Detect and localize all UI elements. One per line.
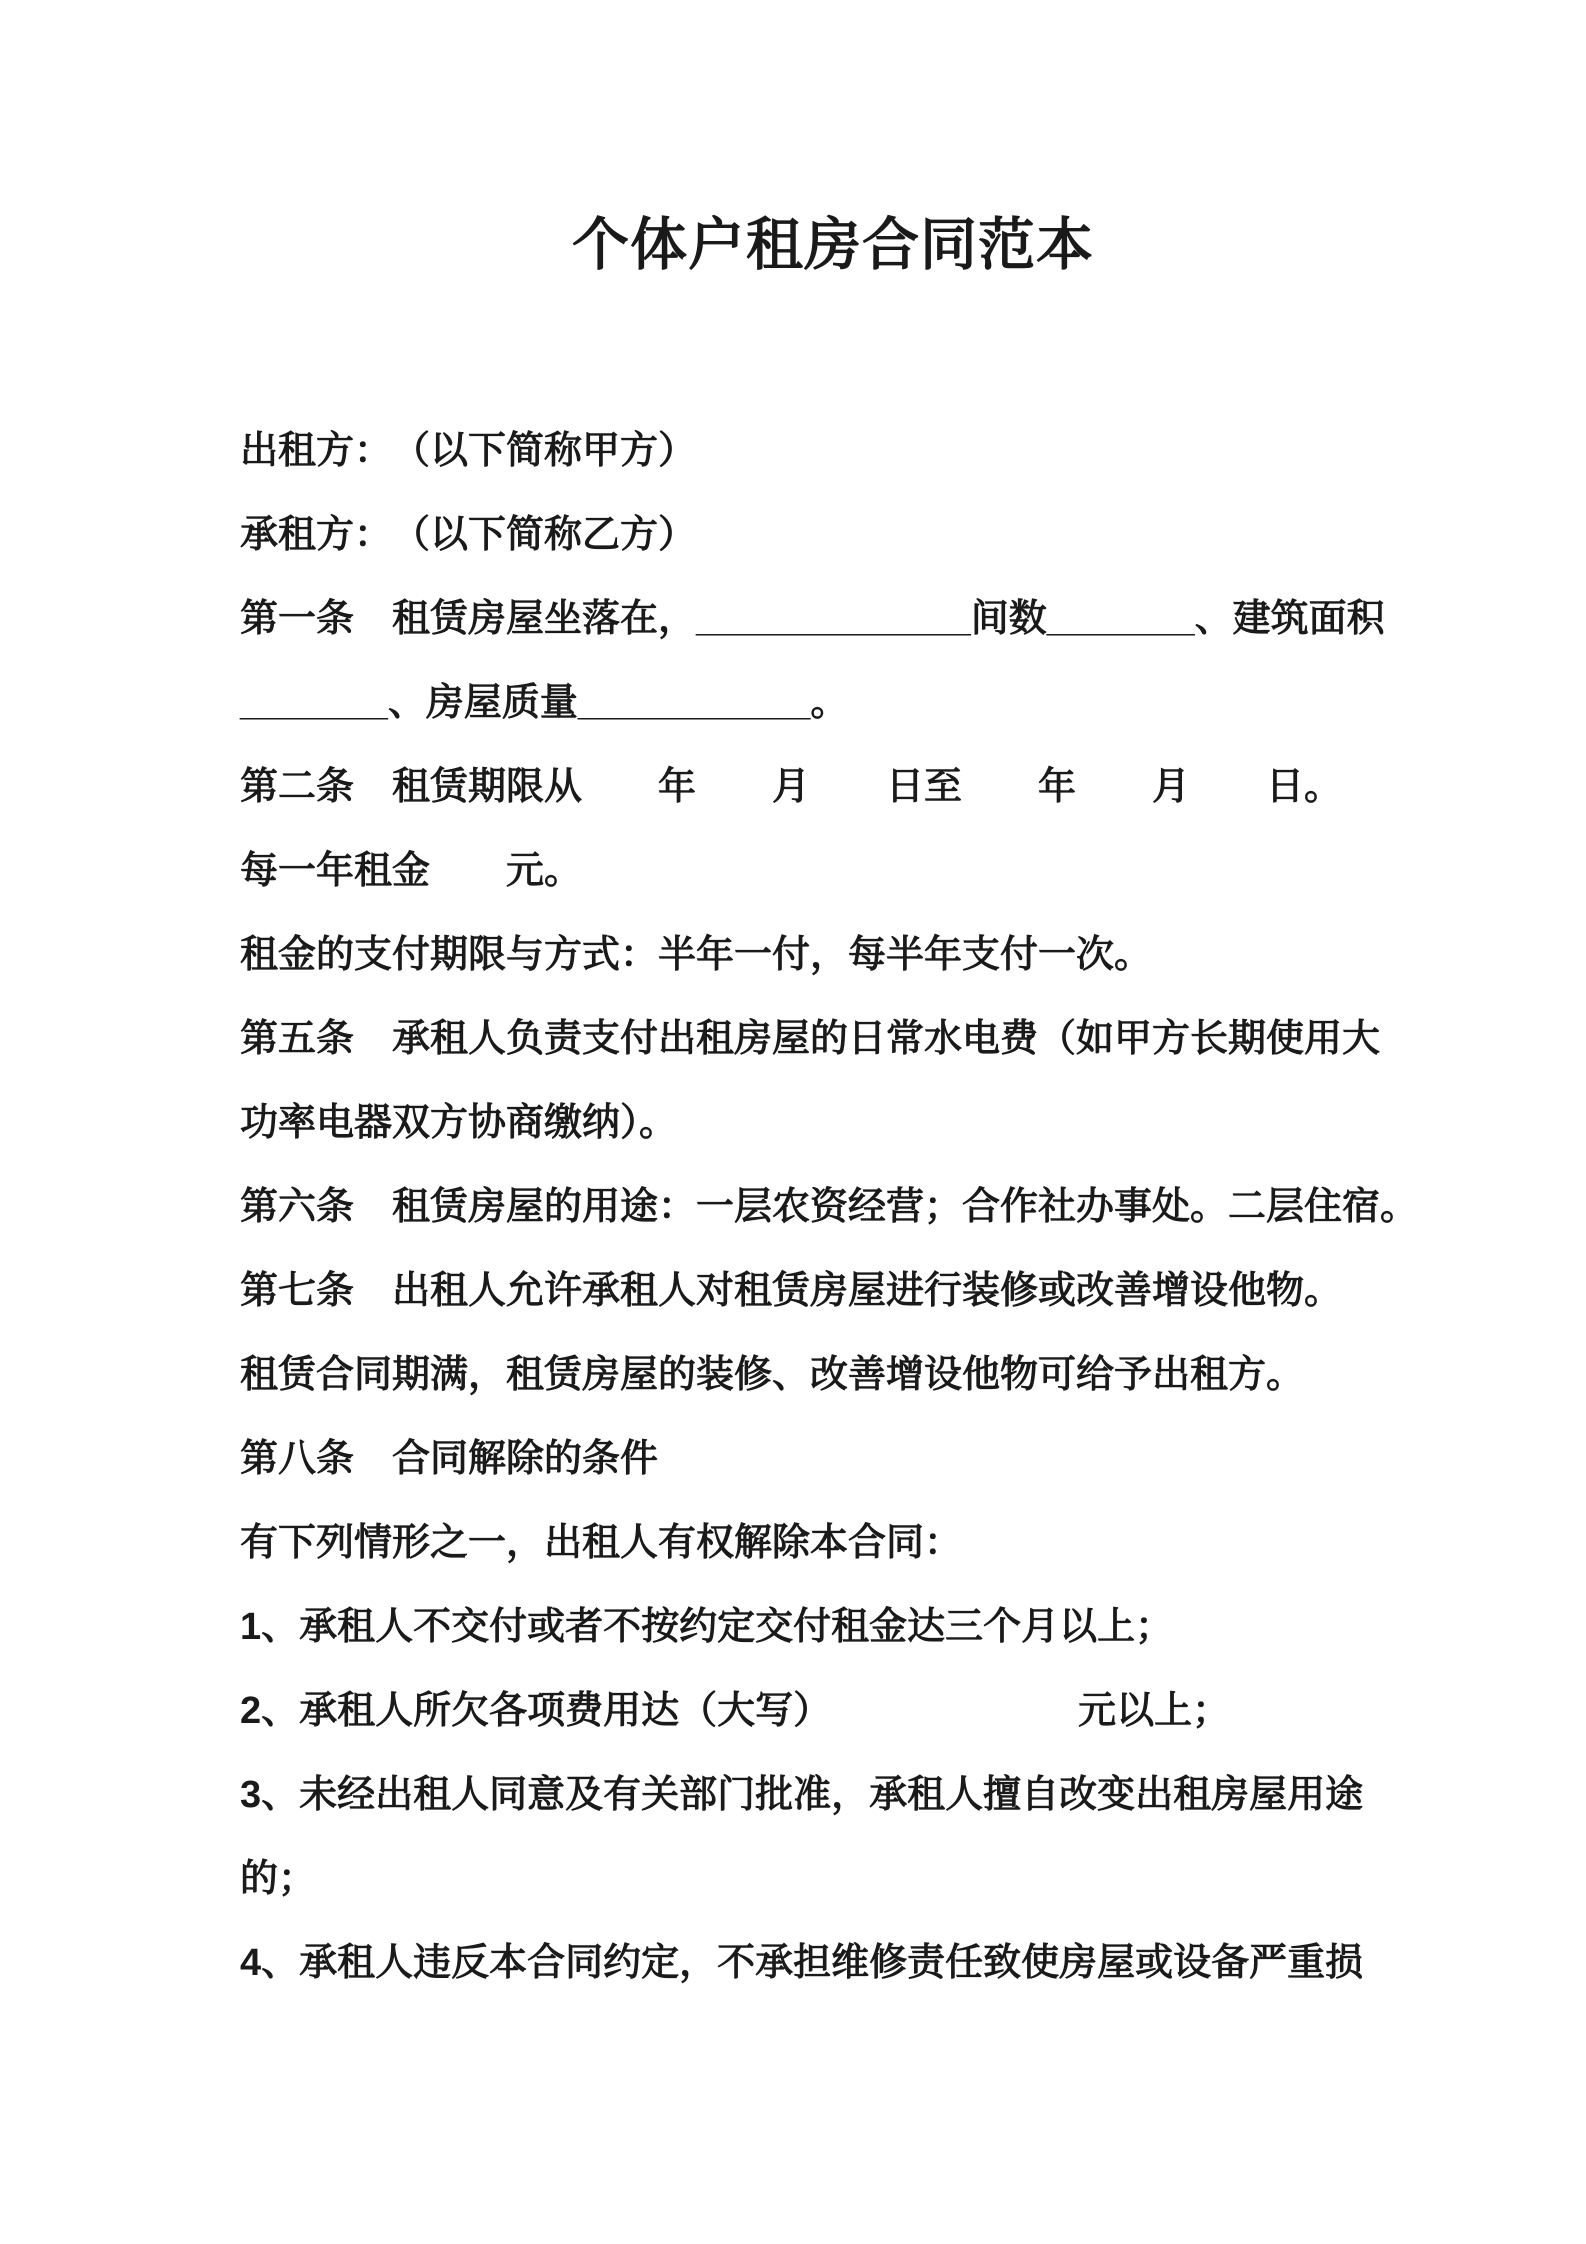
document-line: 第七条 出租人允许承租人对租赁房屋进行装修或改善增设他物。: [240, 1270, 1343, 1312]
document-line: 2、承租人所欠各项费用达（大写） 元以上；: [240, 1690, 1231, 1732]
document-line: 4、承租人违反本合同约定，不承担维修责任致使房屋或设备严重损: [240, 1942, 1364, 1984]
document-line: 1、承租人不交付或者不按约定交付租金达三个月以上；: [240, 1606, 1174, 1648]
document-line: 第二条 租赁期限从 年 月 日至 年 月 日。: [240, 766, 1343, 808]
document-line: 第一条 租赁房屋坐落在，_____________间数_______、建筑面积: [240, 598, 1385, 640]
document-line: 有下列情形之一，出租人有权解除本合同：: [240, 1522, 963, 1564]
document-line: 3、未经出租人同意及有关部门批准，承租人擅自改变出租房屋用途: [240, 1774, 1364, 1816]
document-line: 功率电器双方协商缴纳）。: [240, 1102, 678, 1144]
document-line: 第八条 合同解除的条件: [240, 1438, 659, 1480]
document-line: 租金的支付期限与方式：半年一付，每半年支付一次。: [240, 934, 1153, 976]
document-line: 第五条 承租人负责支付出租房屋的日常水电费（如甲方长期使用大: [240, 1018, 1381, 1060]
document-title: 个体户租房合同范本: [572, 213, 1094, 277]
document-line: 第六条 租赁房屋的用途：一层农资经营；合作社办事处。二层住宿。: [240, 1186, 1419, 1228]
document-line: 承租方： （以下简称乙方）: [240, 514, 697, 556]
document-line: 的；: [240, 1858, 317, 1900]
document-line: 每一年租金 元。: [240, 850, 583, 892]
document-body: [240, 409, 1426, 2005]
document-line: 出租方： （以下简称甲方）: [240, 430, 697, 472]
document-line: _______、房屋质量___________。: [240, 682, 849, 724]
document-line: 租赁合同期满，租赁房屋的装修、改善增设他物可给予出租方。: [240, 1354, 1305, 1396]
